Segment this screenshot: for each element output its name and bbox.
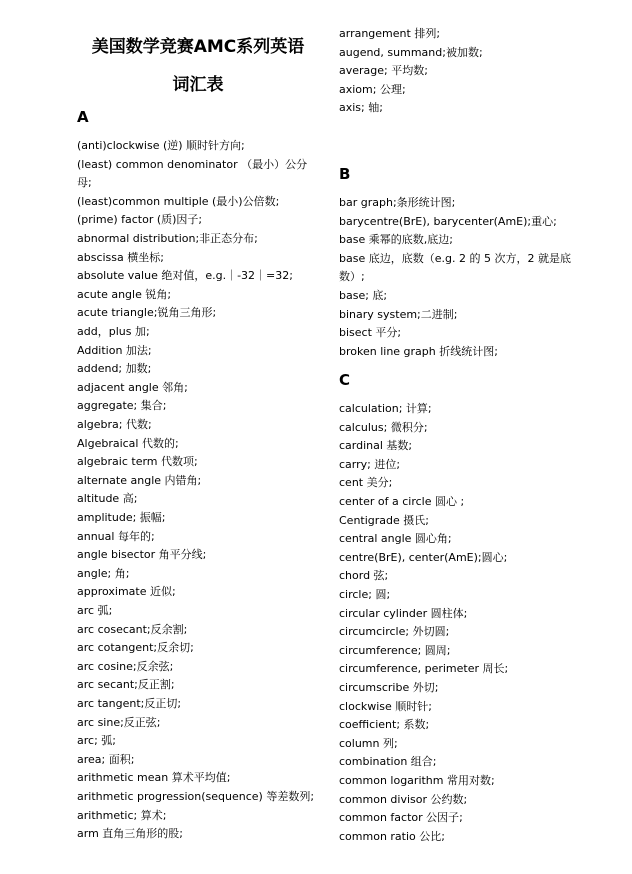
glossary-entry: (least)common multiple (最小)公倍数; [77,194,280,208]
glossary-entry: circular cylinder 圆柱体; [339,606,468,620]
glossary-entry: addend; 加数; [77,362,152,376]
glossary-entry: augend, summand;被加数; [339,45,483,59]
glossary-entry: column 列; [339,736,398,750]
glossary-entry: acute triangle;锐角三角形; [77,306,217,320]
glossary-entry: barycentre(BrE), barycenter(AmE);重心; [339,214,557,228]
glossary-entry: arc; 弧; [77,734,116,748]
glossary-entry: central angle 圆心角; [339,532,452,546]
glossary-entry: angle; 角; [77,566,130,580]
glossary-entry: angle bisector 角平分线; [77,548,207,562]
glossary-entry: arc cosecant;反余割; [77,622,188,636]
glossary-entry: arm 直角三角形的股; [77,827,183,841]
glossary-entry: common factor 公因子; [339,811,463,825]
glossary-entry: Addition 加法; [77,343,152,357]
glossary-entry: circle; 圆; [339,588,391,601]
page-title-line2: 词汇表 [172,75,224,95]
glossary-entry: binary system;二进制; [339,307,458,321]
glossary-entry: circumference, perimeter 周长; [339,662,509,676]
glossary-entry: broken line graph 折线统计图; [339,344,498,358]
glossary-entry: center of a circle 圆心 ; [339,495,465,508]
glossary-entry: aggregate; 集合; [77,399,167,413]
glossary-entry: abscissa 横坐标; [77,250,164,264]
glossary-entry: adjacent angle 邻角; [77,380,188,394]
glossary-entry: carry; 进位; [339,457,401,471]
glossary-entry: cent 美分; [339,476,393,490]
section-heading-b: B [339,165,351,183]
glossary-entry: common divisor 公约数; [339,792,468,806]
glossary-entry: cardinal 基数; [339,439,413,453]
glossary-entry: absolute value 绝对值，e.g.｜-32｜=32; [77,269,293,283]
glossary-entry: arithmetic; 算术; [77,808,167,822]
glossary-entry: (anti)clockwise (逆) 顺时针方向; [77,139,245,152]
glossary-entry: (prime) factor (质)因子; [77,213,203,227]
glossary-entry: acute angle 锐角; [77,287,172,301]
glossary-entry: algebra; 代数; [77,418,152,431]
glossary-entry: approximate 近似; [77,585,176,599]
glossary-entry: arrangement 排列; [339,27,441,40]
glossary-entry: algebraic term 代数项; [77,455,198,469]
section-heading-a: A [77,108,89,126]
glossary-entry: axis; 轴; [339,101,383,115]
glossary-entry: bar graph;条形统计图; [339,196,456,209]
glossary-entry: combination 组合; [339,755,437,769]
glossary-entry: add，plus 加; [77,325,150,338]
section-heading-c: C [339,371,351,389]
glossary-entry: circumcircle; 外切圆; [339,625,450,639]
glossary-entry: circumference; 圆周; [339,643,451,657]
glossary-entry: calculus; 微积分; [339,420,428,434]
glossary-entry: circumscribe 外切; [339,681,439,694]
glossary-entry: centre(BrE), center(AmE);圆心; [339,550,508,564]
page-title: 美国数学竞赛AMC系列英语 [91,37,305,57]
glossary-entry: coefficient; 系数; [339,718,430,732]
glossary-entry: Centigrade 摄氏; [339,513,429,527]
glossary-entry: arc 弧; [77,604,113,617]
glossary-entry: Algebraical 代数的; [77,436,179,450]
glossary-entry: arithmetic progression(sequence) 等差数列; [77,790,315,803]
glossary-entry: base 乘幂的底数,底边; [339,233,453,247]
glossary-entry: axiom; 公理; [339,82,406,96]
glossary-entry: chord 弦; [339,569,389,583]
glossary-entry: area; 面积; [77,752,135,766]
glossary-entry: common ratio 公比; [339,829,445,843]
glossary-entry: amplitude; 振幅; [77,511,166,524]
glossary-entry: arc cotangent;反余切; [77,641,194,655]
glossary-entry: (least) common denominator （最小）公分母; [77,157,308,190]
glossary-entry: clockwise 顺时针; [339,699,433,713]
glossary-entry: abnormal distribution;非正态分布; [77,232,258,245]
glossary-entry: average; 平均数; [339,64,428,78]
glossary-entry: arc cosine;反余弦; [77,659,174,673]
glossary-entry: common logarithm 常用对数; [339,774,495,787]
glossary-entry: calculation; 计算; [339,402,432,415]
glossary-entry: altitude 高; [77,492,138,506]
glossary-entry: bisect 平分; [339,326,402,340]
glossary-entry: base 底边，底数（e.g. 2 的 5 次方，2 就是底数）; [339,251,571,284]
glossary-entry: annual 每年的; [77,529,155,543]
glossary-entry: alternate angle 内错角; [77,473,202,487]
glossary-entry: base; 底; [339,289,388,302]
glossary-entry: arithmetic mean 算术平均值; [77,771,231,785]
glossary-entry: arc tangent;反正切; [77,697,182,710]
glossary-entry: arc sine;反正弦; [77,715,161,729]
glossary-entry: arc secant;反正割; [77,678,175,692]
